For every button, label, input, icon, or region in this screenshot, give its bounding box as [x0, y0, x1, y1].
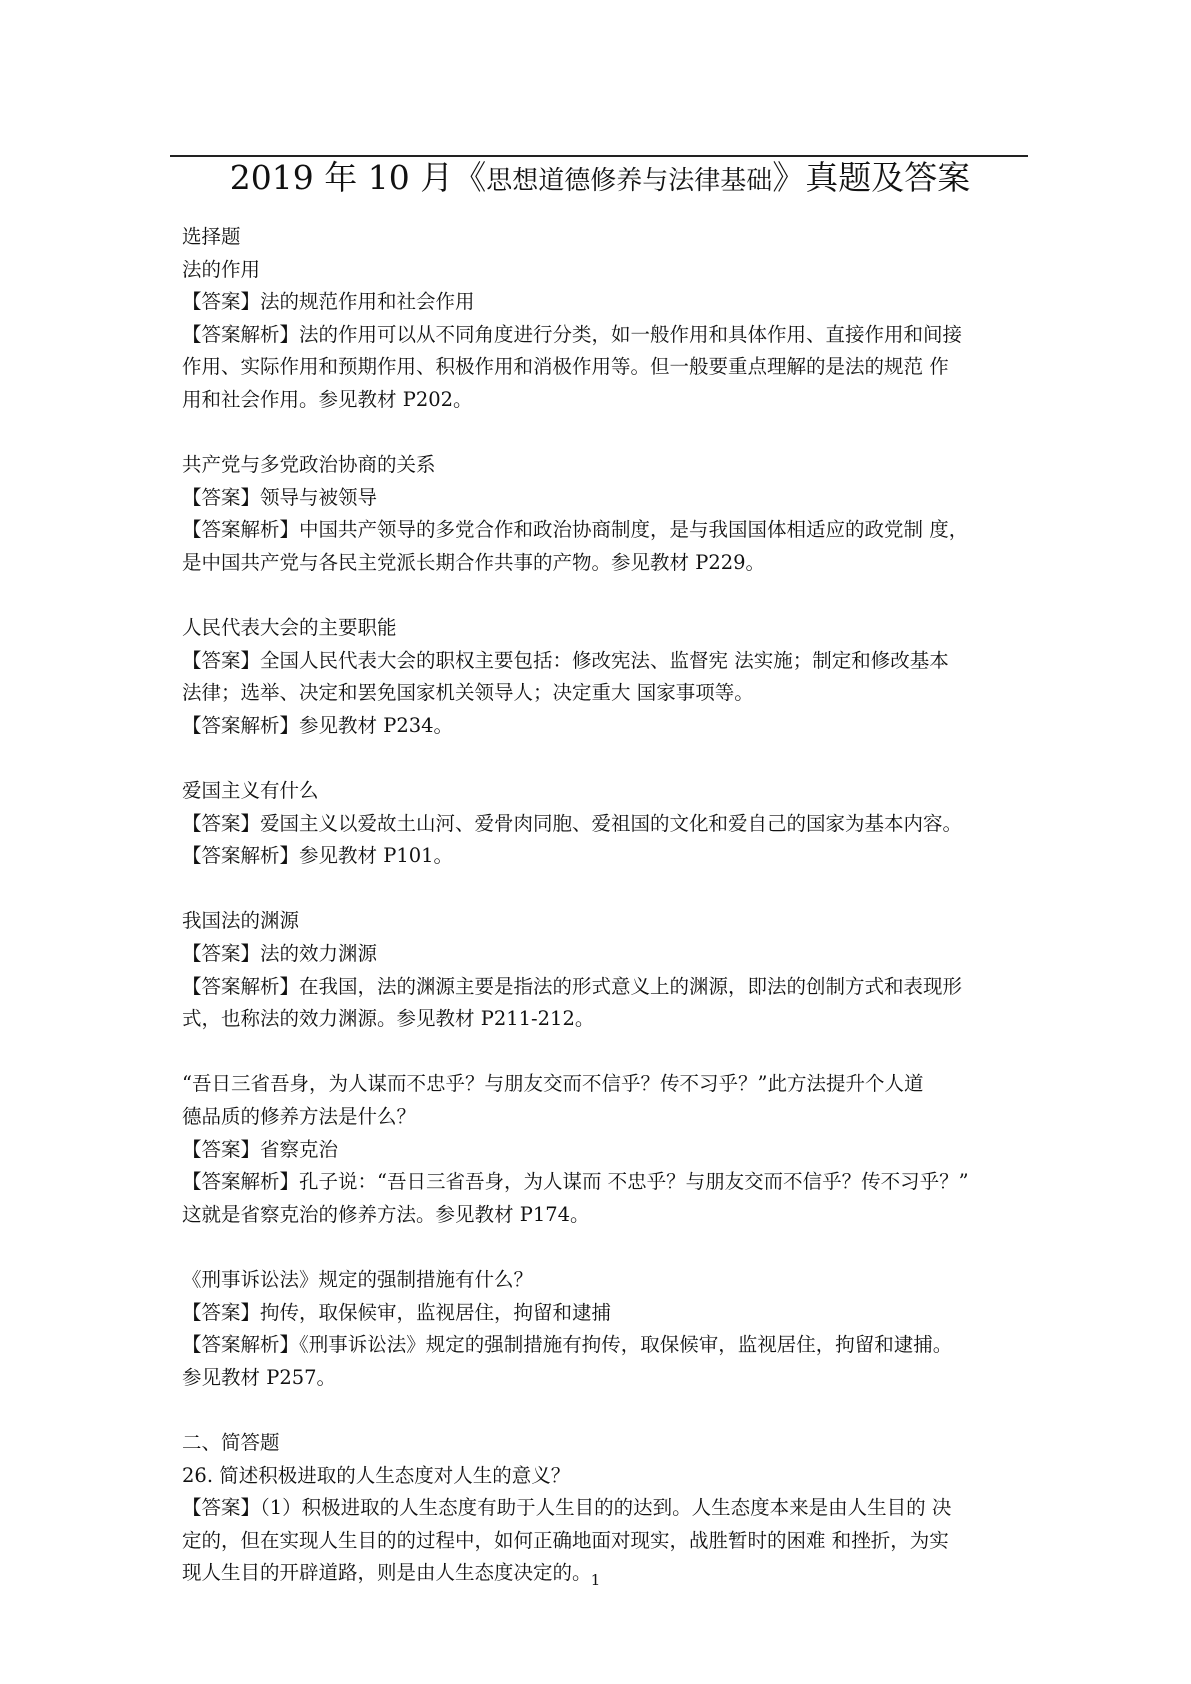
answer-26-line-2: 定的，但在实现人生目的的过程中，如何正确地面对现实，战胜暂时的困难 和挫折，为实 [182, 1528, 949, 1552]
question-5: 我国法的渊源 [182, 909, 300, 933]
document-title [150, 155, 1050, 204]
question-6-line-2: 德品质的修养方法是什么？ [182, 1105, 417, 1129]
answer-26-line-1: 【答案】（1）积极进取的人生态度有助于人生目的的达到。人生态度本来是由人生目的 决 [182, 1496, 952, 1520]
answer-7: 【答案】拘传，取保候审，监视居住，拘留和逮捕 [182, 1300, 612, 1324]
answer-3-line-1: 【答案】全国人民代表大会的职权主要包括：修改宪法、监督宪 法实施；制定和修改基本 [182, 648, 949, 672]
title-suffix: 》真题及答案 [772, 158, 971, 197]
section-heading-short-answer: 二、简答题 [182, 1430, 280, 1454]
spacer [182, 1231, 1022, 1264]
explanation-4: 【答案解析】参见教材 P101。 [182, 844, 454, 868]
question-4: 爱国主义有什么 [182, 779, 319, 803]
question-2: 共产党与多党政治协商的关系 [182, 453, 436, 477]
document-body [182, 221, 1022, 1590]
answer-5: 【答案】法的效力渊源 [182, 942, 378, 966]
question-3: 人民代表大会的主要职能 [182, 616, 397, 640]
answer-6: 【答案】省察克治 [182, 1137, 339, 1161]
explanation-6-line-2: 这就是省察克治的修养方法。参见教材 P174。 [182, 1202, 590, 1226]
explanation-7-line-1: 【答案解析】《刑事诉讼法》规定的强制措施有拘传，取保候审，监视居住，拘留和逮捕。 [182, 1333, 953, 1357]
question-7: 《刑事诉讼法》规定的强制措施有什么？ [182, 1268, 534, 1291]
explanation-2-line-1: 【答案解析】中国共产领导的多党合作和政治协商制度，是与我国国体相适应的政党制 度， [182, 518, 969, 542]
explanation-1-line-2: 作用、实际作用和预期作用、积极作用和消极作用等。但一般要重点理解的是法的规范 作 [182, 355, 949, 379]
explanation-5-line-1: 【答案解析】在我国，法的渊源主要是指法的形式意义上的渊源，即法的创制方式和表现形 [182, 974, 963, 998]
explanation-1-line-1: 【答案解析】法的作用可以从不同角度进行分类，如一般作用和具体作用、直接作用和间接 [182, 322, 963, 346]
explanation-2-line-2: 是中国共产党与各民主党派长期合作共事的产物。参见教材 P229。 [182, 550, 766, 574]
spacer [182, 1394, 1022, 1427]
answer-3-line-2: 法律；选举、决定和罢免国家机关领导人；决定重大 国家事项等。 [182, 681, 754, 705]
question-26: 26. 简述积极进取的人生态度对人生的意义？ [182, 1463, 571, 1487]
explanation-3: 【答案解析】参见教材 P234。 [182, 713, 454, 737]
spacer [182, 580, 1022, 613]
explanation-6-line-1: 【答案解析】孔子说：“吾日三省吾身，为人谋而 不忠乎？与朋友交而不信乎？传不习乎？” [182, 1170, 969, 1194]
title-course-name: 思想道德修养与法律基础 [486, 166, 773, 196]
explanation-5-line-2: 式，也称法的效力渊源。参见教材 P211-212。 [182, 1007, 595, 1031]
answer-1: 【答案】法的规范作用和社会作用 [182, 290, 475, 314]
title-prefix: 2019 年 10 月《 [229, 158, 487, 197]
answer-4: 【答案】爱国主义以爱故土山河、爱骨肉同胞、爱祖国的文化和爱自己的国家为基本内容。 [182, 811, 963, 835]
spacer [182, 873, 1022, 906]
section-heading-choice: 选择题 [182, 225, 241, 248]
question-6-line-1: “吾日三省吾身，为人谋而不忠乎？与朋友交而不信乎？传不习乎？”此方法提升个人道 [182, 1072, 924, 1096]
answer-2: 【答案】领导与被领导 [182, 485, 378, 509]
answer-26-line-3: 现人生目的开辟道路，则是由人生态度决定的。 [182, 1561, 592, 1585]
spacer [182, 1036, 1022, 1069]
explanation-7-line-2: 参见教材 P257。 [182, 1365, 337, 1389]
question-1: 法的作用 [182, 257, 261, 281]
spacer [182, 743, 1022, 776]
explanation-1-line-3: 用和社会作用。参见教材 P202。 [182, 387, 473, 411]
page-number: 1 [590, 1571, 601, 1589]
spacer [182, 417, 1022, 450]
